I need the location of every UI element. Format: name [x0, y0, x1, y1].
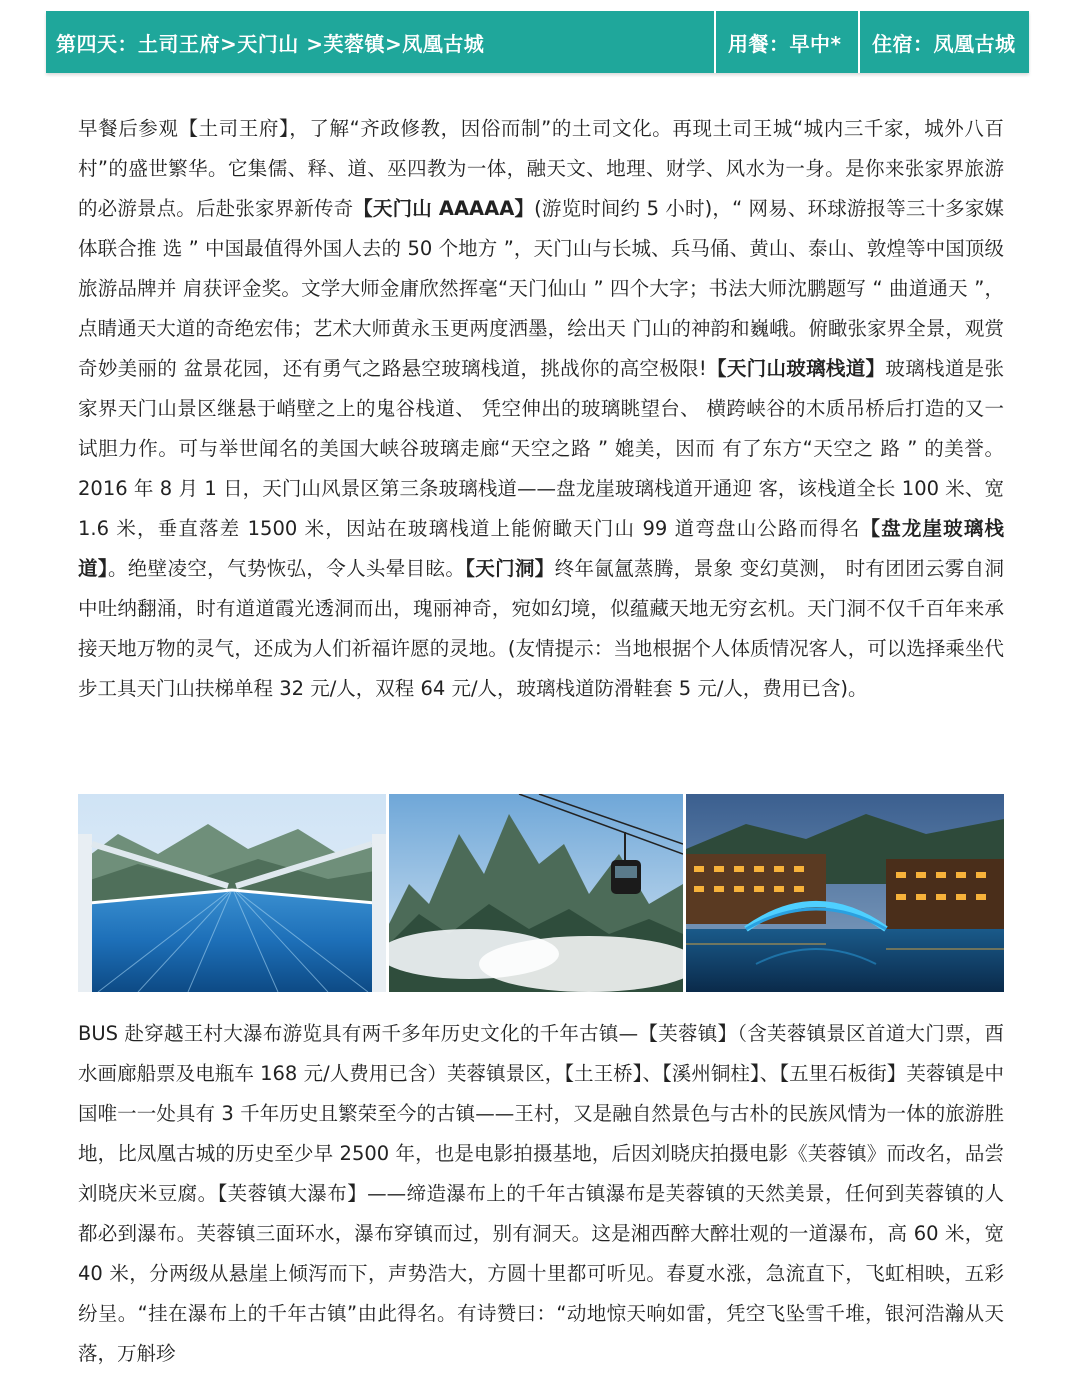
- itinerary-route: 第四天：土司王府>天门山 >芙蓉镇>凤凰古城: [56, 31, 485, 56]
- highlight-tianmen-cave: 【天门洞】: [465, 557, 555, 580]
- text-segment: (游览时间约 5 小时)，“ 网易、环球游报等三十多家媒体联合推 选 ” 中国最值得外国人去的 50 个地方 ”，天门山与长城、兵马俑、黄山、泰山、敦煌等中国顶级旅游品牌并 肩获评金奖。文学大师金庸欣然挥毫“天门仙山 ” 四个大字；书法大师沈鹏题写 “ 曲道通天 ”，点睛通天大道的奇绝宏伟；艺术大师黄永玉更两度洒墨，绘出天 门山的神韵和巍峨。俯瞰张家界全景，观赏奇妙美丽的 盆景花园，还有勇气之路悬空玻璃栈道，挑战你的高空极限!: [78, 197, 1004, 380]
- text-segment: 玻璃栈道是张家界天门山景区继悬于峭壁之上的鬼谷栈道、 凭空伸出的玻璃眺望台、 横跨峡谷的木质吊桥后打造的又一试胆力作。可与举世闻名的美国大峡谷玻璃走廊“天空之路 ” 媲美，因而 有了东方“天空之 路 ” 的美誉。2016 年 8 月 1 日，天门山风景区第三条玻璃栈道——盘龙崖玻璃栈道开通迎 客，该栈道全长 100 米、宽 1.6 米，垂直落差 1500 米，因站在玻璃栈道上能俯瞰天门山 99 道弯盘山公路而得名: [78, 357, 1004, 540]
- glass-bridge-photo: [78, 794, 386, 992]
- day-header: [46, 11, 1029, 73]
- furong-town-description: BUS 赴穿越王村大瀑布游览具有两千多年历史文化的千年古镇—【芙蓉镇】（含芙蓉镇景区首道大门票，酉水画廊船票及电瓶车 168 元/人费用已含）芙蓉镇景区，【土王桥】、【溪州铜柱】、【五里石板街】芙蓉镇是中国唯一一处具有 3 千年历史且繁荣至今的古镇——王村，又是融自然景色与古朴的民族风情为一体的旅游胜地，比凤凰古城的历史至少早 2500 年，也是电影拍摄基地，后因刘晓庆拍摄电影《芙蓉镇》而改名，品尝刘晓庆米豆腐。【芙蓉镇大瀑布】——缔造瀑布上的千年古镇瀑布是芙蓉镇的天然美景，任何到芙蓉镇的人都必到瀑布。芙蓉镇三面环水，瀑布穿镇而过，别有洞天。这是湘西醉大醉壮观的一道瀑布，高 60 米，宽 40 米，分两级从悬崖上倾泻而下，声势浩大，方圆十里都可听见。春夏水涨，急流直下，飞虹相映，五彩纷呈。“挂在瀑布上的千年古镇”由此得名。有诗赞曰：“动地惊天响如雷，凭空飞坠雪千堆，银河浩瀚从天落，万斛珍: [78, 1022, 1004, 1365]
- highlight-panlong-walkway: 【盘龙崖玻璃栈道】: [78, 517, 1004, 580]
- accommodation-info: 住宿：凤凰古城: [858, 11, 1029, 73]
- fenghuang-night-photo: [686, 794, 1004, 992]
- text-segment: 终年氤氲蒸腾，景象 变幻莫测， 时有团团云雾自洞中吐纳翻涌，时有道道霞光透洞而出，瑰丽神奇，宛如幻境，似蕴藏天地无穷玄机。天门洞不仅千百年来承接天地万物的灵气，还成为人们祈福许愿的灵地。(友情提示：当地根据个人体质情况客人，可以选择乘坐代步工具天门山扶梯单程 32 元/人，双程 64 元/人，玻璃栈道防滑鞋套 5 元/人，费用已含)。: [78, 557, 1004, 700]
- meal-info: 用餐：早中*: [714, 11, 858, 73]
- photo-strip: [78, 794, 1004, 992]
- highlight-tianmen-mountain: 【天门山 AAAAA】: [353, 197, 535, 220]
- text-segment: 早餐后参观【土司王府】，了解“齐政修教，因俗而制”的土司文化。再现土司王城“城内三千家，城外八百村”的盛世繁华。它集儒、释、道、巫四教为一体，融天文、地理、财学、风水为一身。是你来张家界旅游的必游景点。后赴张家界新传奇: [78, 117, 1004, 220]
- tianmen-description: [78, 109, 1004, 709]
- text-segment: 。绝壁凌空，气势恢弘，令人头晕目眩。: [107, 557, 466, 580]
- highlight-glass-walkway: 【天门山玻璃栈道】: [706, 357, 886, 380]
- cable-car-photo: [389, 794, 683, 992]
